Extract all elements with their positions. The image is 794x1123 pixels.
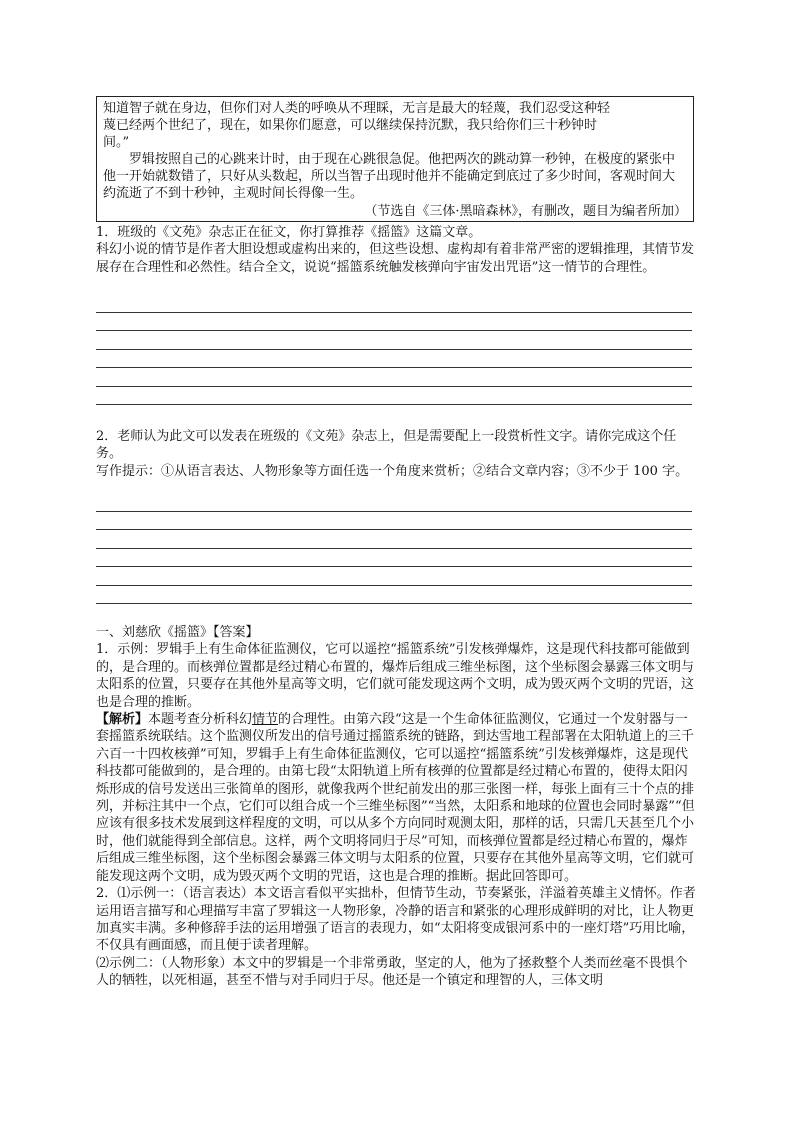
question-1 [96, 224, 696, 276]
analysis-underlined: 情节 [252, 712, 279, 728]
answer-lines-2 [96, 511, 692, 621]
answer-line[interactable] [96, 404, 692, 405]
question-2-hint: 写作提示：①从语言表达、人物形象等方面任选一个角度来赏析；②结合文章内容；③不少于 100 字。 [96, 463, 689, 479]
answer-line[interactable] [96, 511, 692, 512]
answer-line[interactable] [96, 386, 692, 387]
passage-line: 间。” [103, 135, 130, 150]
answer-line[interactable] [96, 367, 692, 368]
passage-paragraph: 罗辑按照自己的心跳来计时，由于现在心跳很急促。他把两次的跳动算一秒钟，在极度的紧张中他一开始就数错了，只好从头数起，所以当智子出现时他并不能确定到底过了多少时间，客观时间大约流逝了不到十秒钟，主观时间长得像一生。 [103, 152, 676, 201]
question-2 [96, 428, 696, 480]
answer-line[interactable] [96, 585, 692, 586]
question-1-body: 科幻小说的情节是作者大胆设想或虚构出来的，但这些设想、虚构却有着非常严密的逻辑推理，其情节发展存在合理性和必然性。结合全文，说说“摇篮系统触发核弹向宇宙发出咒语”这一情节的合理性。 [96, 242, 695, 275]
passage-line: 蔑已经两个世纪了，现在，如果你们愿意，可以继续保持沉默，我只给你们三十秒钟时 [103, 118, 598, 133]
answer-line[interactable] [96, 330, 692, 331]
answer-line[interactable] [96, 529, 692, 530]
analysis-text-post: 的合理性。由第六段“这是一个生命体征监测仪，它通过一个发射器与一套摇篮系统联结。这个监测仪所发出的信号通过摇篮系统的链路，到达雪地工程部署在太阳轨道上的三千六百一十四枚核弹”可知，罗辑手上有生命体征监测仪，它可以遥控“摇篮系统”引发核弹爆炸，这是现代科技都可能做到的，是合理的。由第七段“太阳轨道上所有核弹的位置都是经过精心布置的，使得太阳闪烁形成的信号发送出三张简单的图形，就像我两个世纪前发出的那三张图一样，每张上面有三十个点的排列，并标注其中一个点，它们可以组合成一个三维坐标图”“当然，太阳系和地球的位置也会同时暴露”“但应该有很多技术发展到这样程度的文明，可以从多个方向同时观测太阳，那样的话，只需几天甚至几个小时，他们就能得到全部信息。这样，两个文明将同归于尽”可知，而核弹位置都是经过精心布置的，爆炸后组成三维坐标图，这个坐标图会暴露三体文明与太阳系的位置，只要存在其他外星高等文明，它们就可能发现这两个文明，成为毁灭两个文明的咒语，这也是合理的推断。据此回答即可。 [96, 712, 695, 884]
answer-section [96, 624, 696, 990]
question-1-stem: 1．班级的《文苑》杂志正在征文，你打算推荐《摇篮》这篇文章。 [96, 225, 482, 240]
answer-1: 1．示例：罗辑手上有生命体征监测仪，它可以遥控“摇篮系统”引发核弹爆炸，这是现代科技都可能做到的，是合理的。而核弹位置都是经过精心布置的，爆炸后组成三维坐标图，这个坐标图会暴露三体文明与太阳系的位置，只要存在其他外星高等文明，它们就可能发现这两个文明，成为毁灭两个文明的咒语，这也是合理的推断。 [96, 642, 695, 710]
answer-line[interactable] [96, 349, 692, 350]
analysis-label: 【解析】 [96, 712, 149, 728]
analysis-text-pre: 本题考查分析科幻 [148, 712, 253, 728]
question-2-stem: 2．老师认为此文可以发表在班级的《文苑》杂志上，但是需要配上一段赏析性文字。请你完成这个任务。 [96, 429, 677, 462]
passage-excerpt-box [96, 96, 694, 222]
answer-line[interactable] [96, 603, 692, 604]
passage-source: （节选自《三体·黑暗森林》，有删改，题目为编者所加） [364, 204, 687, 219]
answer-heading: 一、刘慈欣《摇篮》【答案】 [96, 625, 259, 640]
answer-line[interactable] [96, 548, 692, 549]
answer-lines-1 [96, 312, 692, 422]
passage-line: 知道智子就在身边，但你们对人类的呼唤从不理睬，无言是最大的轻蔑，我们忍受这种轻 [103, 101, 611, 116]
answer-2-example-2: ⑵示例二：（人物形象）本文中的罗辑是一个非常勇敢，坚定的人，他为了拯救整个人类而丝毫不畏惧个人的牺牲，以死相逼，甚至不惜与对手同归于尽。他还是一个镇定和理智的人，三体文明 [96, 955, 688, 989]
answer-2-example-1: 2．⑴示例一：（语言表达）本文语言看似平实拙朴，但情节生动，节奏紧张，洋溢着英雄主义情怀。作者运用语言描写和心理描写丰富了罗辑这一人物形象，冷静的语言和紧张的心理形成鲜明的对比，让人物更加真实丰满。多种修辞手法的运用增强了语言的表现力，如“太阳将变成银河系中的一座灯塔”巧用比喻，不仅具有画面感，而且便于读者理解。 [96, 886, 696, 954]
analysis-paragraph [96, 711, 696, 885]
answer-line[interactable] [96, 566, 692, 567]
answer-line[interactable] [96, 312, 692, 313]
